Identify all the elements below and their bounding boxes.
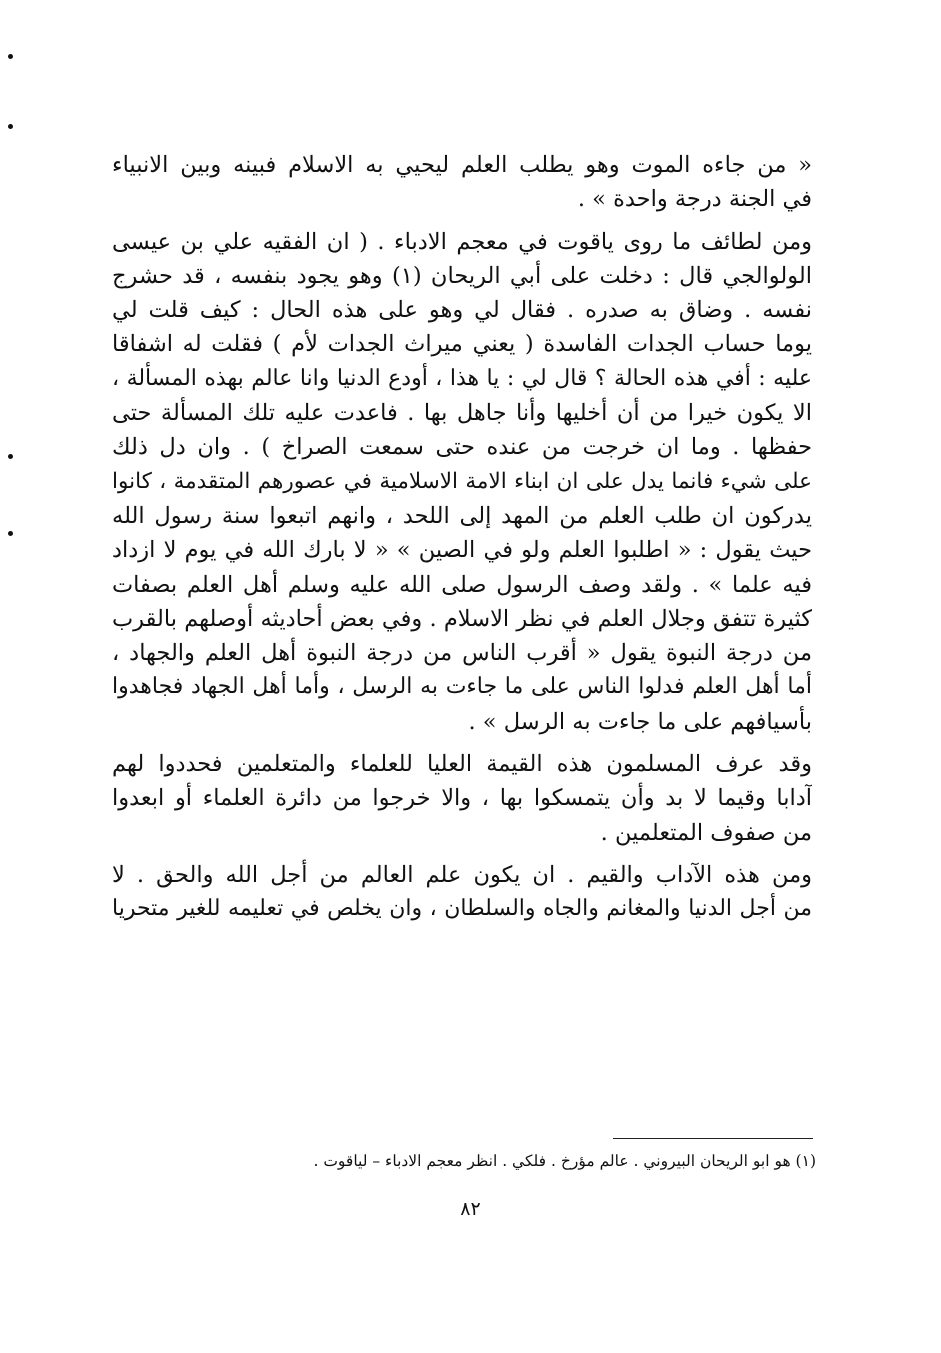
page-body [112,148,812,927]
text-line: الولوالجي قال : دخلت على أبي الريحان (١) وهو يجود بنفسه ، قد حشرج [112,262,812,289]
text-line: بأسيافهم على ما جاءت به الرسل » . [468,708,812,735]
text-line: من أجل الدنيا والمغانم والجاه والسلطان ، وان يخلص في تعليمه للغير متحريا [112,896,812,922]
paragraph-etiquette [112,747,812,850]
scan-speck [8,54,13,59]
footnote-divider [0,1138,941,1139]
text-line: من درجة النبوة يقول « أقرب الناس من درجة النبوة أهل العلم والجهاد ، [112,640,812,667]
scan-speck [8,531,13,536]
scan-speck [8,124,13,129]
paragraph-hadith [112,148,812,217]
text-line: أما أهل العلم فدلوا الناس على ما جاءت به الرسل ، وأما أهل الجهاد فجاهدوا [112,674,812,700]
text-line: من صفوف المتعلمين . [600,819,812,846]
text-line: يوما حساب الجدات الفاسدة ( يعني ميراث الجدات لأم ) فقلت له اشفاقا [112,331,812,358]
text-line: الا يكون خيرا من أن أخليها وأنا جاهل بها . فاعدت عليه تلك المسألة حتى [112,400,812,427]
text-line: عليه : أفي هذه الحالة ؟ قال لي : يا هذا ، أودع الدنيا وانا عالم بهذه المسألة ، [112,365,812,391]
text-line: حفظها . وما ان خرجت من عنده حتى سمعت الصراخ ) . وان دل ذلك [112,434,812,461]
text-line: حيث يقول : « اطلبوا العلم ولو في الصين » « لا بارك الله في يوم لا ازداد [112,537,812,564]
text-line: ومن لطائف ما روى ياقوت في معجم الادباء . ( ان الفقيه علي بن عيسى [112,228,812,255]
scan-speck [8,454,13,459]
paragraph-yaqut-story [112,225,812,739]
page-number: ٨٢ [460,1198,481,1220]
paragraph-values [112,858,812,927]
text-line: نفسه . وضاق به صدره . فقال لي وهو على هذه الحال : كيف قلت لي [112,297,812,324]
footnote: (١) هو ابو الريحان البيروني . عالم مؤرخ . فلكي . انظر معجم الادباء – لياقوت . [313,1152,816,1170]
text-line: يدركون ان طلب العلم من المهد إلى اللحد ، وانهم اتبعوا سنة رسول الله [112,502,812,529]
text-line: وقد عرف المسلمون هذه القيمة العليا للعلماء والمتعلمين فحددوا لهم [112,751,812,778]
text-line: في الجنة درجة واحدة » . [577,186,812,213]
text-line: على شيء فانما يدل على ان ابناء الامة الاسلامية في عصورهم المتقدمة ، كانوا [112,468,812,494]
text-line: « من جاءه الموت وهو يطلب العلم ليحيي به الاسلام فبينه وبين الانبياء [112,152,812,178]
text-line: فيه علما » . ولقد وصف الرسول صلى الله عليه وسلم أهل العلم بصفات [112,571,812,598]
text-line: ومن هذه الآداب والقيم . ان يكون علم العالم من أجل الله والحق . لا [112,861,812,888]
text-line: كثيرة تتفق وجلال العلم في نظر الاسلام . وفي بعض أحاديثه أوصلهم بالقرب [112,605,812,632]
text-line: آدابا وقيما لا بد وأن يتمسكوا بها ، والا خرجوا من دائرة العلماء أو ابعدوا [112,785,812,812]
